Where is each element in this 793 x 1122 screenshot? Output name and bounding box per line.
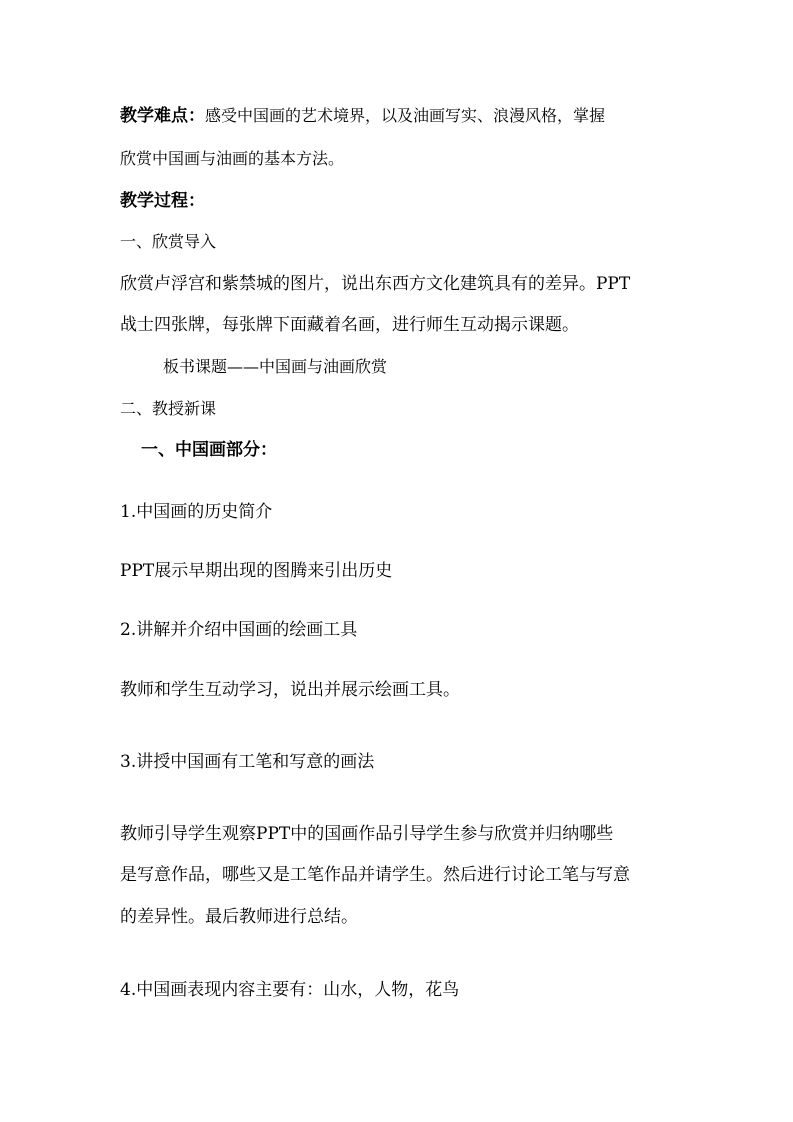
item-1-title: 1.中国画的历史简介 bbox=[120, 502, 273, 522]
item-3-text-line-1: 教师引导学生观察PPT中的国画作品引导学生参与欣赏并归纳哪些 bbox=[120, 824, 614, 844]
intro-paragraph-line-1: 欣赏卢浮宫和紫禁城的图片，说出东西方文化建筑具有的差异。PPT bbox=[120, 274, 631, 294]
part-1-heading: 一、中国画部分： bbox=[141, 440, 277, 460]
item-2-text: 教师和学生互动学习，说出并展示绘画工具。 bbox=[120, 680, 460, 700]
item-1-text: PPT展示早期出现的图腾来引出历史 bbox=[120, 561, 393, 581]
item-2-title: 2.讲解并介绍中国画的绘画工具 bbox=[120, 620, 358, 640]
board-title: 板书课题——中国画与油画欣赏 bbox=[163, 357, 388, 376]
difficulty-text: 感受中国画的艺术境界，以及油画写实、浪漫风格，掌握 bbox=[205, 106, 606, 125]
process-heading: 教学过程： bbox=[120, 191, 205, 211]
item-3-title: 3.讲授中国画有工笔和写意的画法 bbox=[120, 752, 375, 772]
section-1-heading: 一、欣赏导入 bbox=[120, 232, 217, 251]
difficulty-line-1 bbox=[120, 105, 605, 127]
intro-paragraph-line-2: 战士四张牌，每张牌下面藏着名画，进行师生互动揭示课题。 bbox=[120, 315, 579, 335]
difficulty-line-2: 欣赏中国画与油画的基本方法。 bbox=[120, 149, 345, 168]
item-4-title: 4.中国画表现内容主要有：山水，人物，花鸟 bbox=[120, 980, 460, 1000]
item-3-text-line-3: 的差异性。最后教师进行总结。 bbox=[120, 907, 358, 927]
difficulty-label: 教学难点： bbox=[120, 106, 205, 126]
item-3-text-line-2: 是写意作品，哪些又是工笔作品并请学生。然后进行讨论工笔与写意 bbox=[120, 865, 630, 885]
section-2-heading: 二、教授新课 bbox=[120, 399, 217, 418]
